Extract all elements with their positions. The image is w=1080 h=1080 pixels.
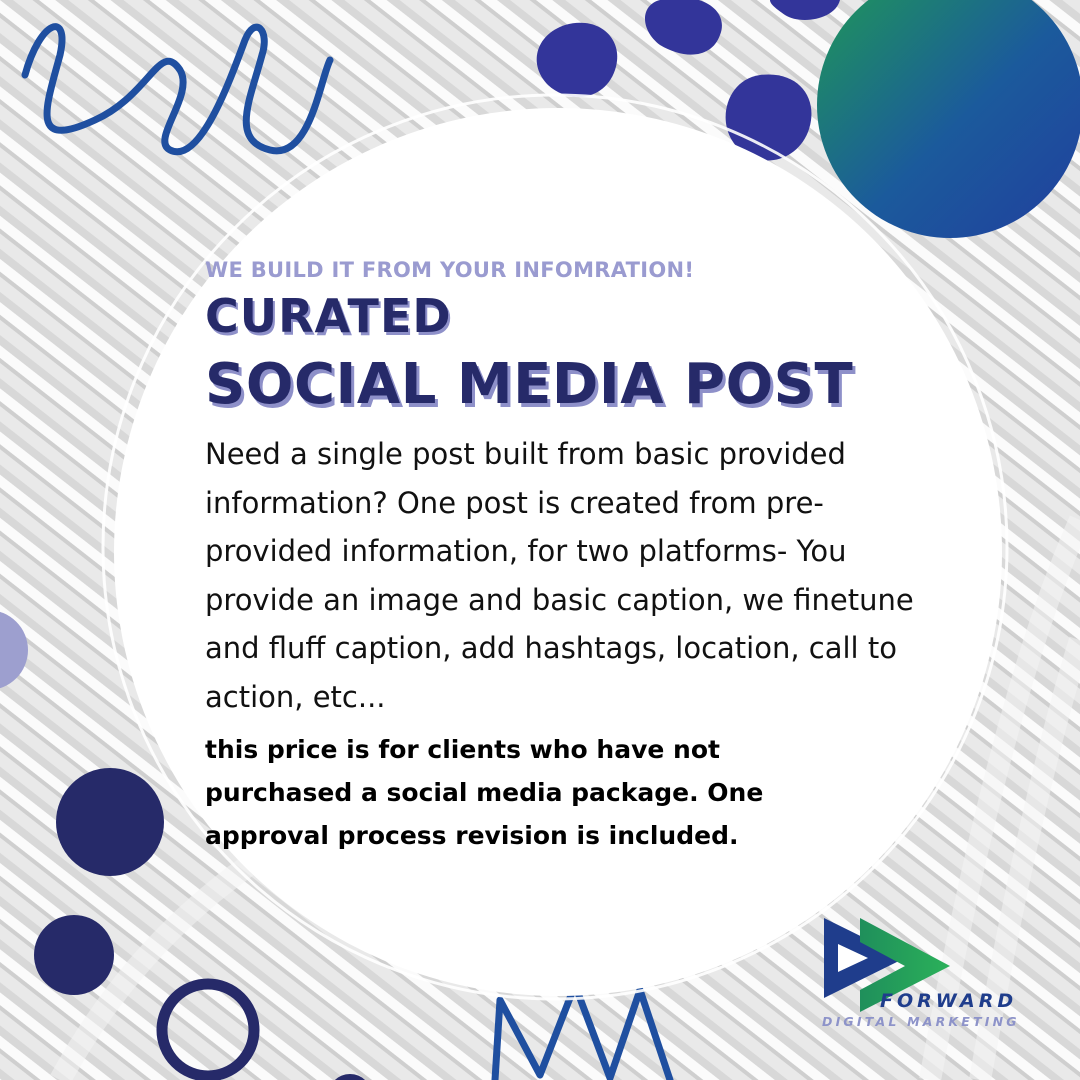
brand-tagline: DIGITAL MARKETING bbox=[822, 1014, 1020, 1029]
pricing-note: this price is for clients who have not purchased a social media package. One approval process revision is included. bbox=[205, 735, 764, 850]
brand-name: FORWARD bbox=[880, 990, 1018, 1012]
title-line-2: SOCIAL MEDIA POST bbox=[205, 352, 854, 417]
eyebrow-text: WE BUILD IT FROM YOUR INFOMRATION! bbox=[205, 258, 695, 282]
description-text: Need a single post built from basic provided information? One post is created from pre-provided information, for two platforms- You provide an image and basic caption, we finetune and fluff caption, add hashtags, location, call to action, etc... bbox=[205, 437, 914, 714]
description-block bbox=[205, 430, 925, 721]
title-line-1: CURATED bbox=[205, 289, 452, 343]
